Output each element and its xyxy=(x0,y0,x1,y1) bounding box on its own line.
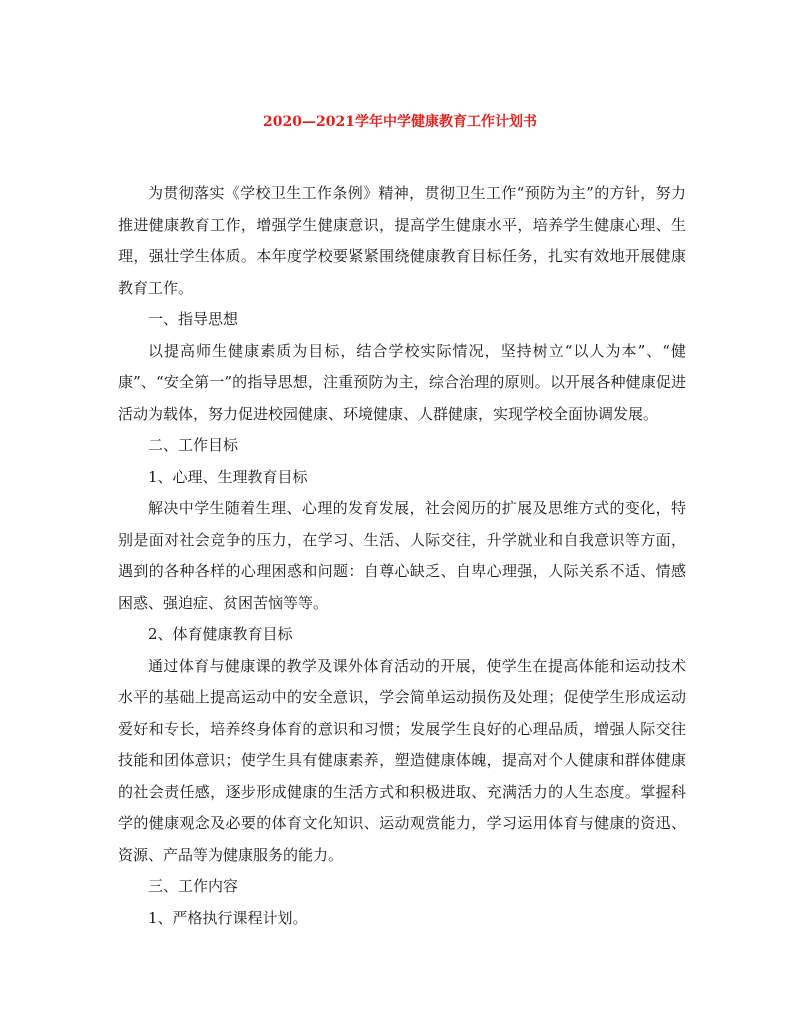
subheading-pe-health-goals: 2、体育健康教育目标 xyxy=(148,625,293,643)
section-heading-work-goals: 二、工作目标 xyxy=(148,436,239,454)
section-heading-guiding-thought: 一、指导思想 xyxy=(148,310,239,328)
document-title: 2020—2021学年中学健康教育工作计划书 xyxy=(263,114,537,130)
subheading-psychological-goals: 1、心理、生理教育目标 xyxy=(148,467,308,486)
document-body xyxy=(118,178,686,934)
psychological-goals-paragraph: 解决中学生随着生理、心理的发育发展，社会阅历的扩展及思维方式的变化，特别是面对社会竞争的压力，在学习、生活、人际交往，升学就业和自我意识等方面，遇到的各种各样的心理困惑和问题：自尊心缺乏、自卑心理强，人际关系不适、情感困惑、强迫症、贫困苦恼等等。 xyxy=(118,499,686,612)
guiding-thought-paragraph: 以提高师生健康素质为目标，结合学校实际情况，坚持树立“以人为本”、“健康”、“安全第一”的指导思想，注重预防为主，综合治理的原则。以开展各种健康促进活动为载体，努力促进校园健康、环境健康、人群健康，实现学校全面协调发展。 xyxy=(118,341,686,423)
section-heading-work-content: 三、工作内容 xyxy=(148,877,239,895)
intro-paragraph: 为贯彻落实《学校卫生工作条例》精神，贯彻卫生工作“预防为主”的方针，努力推进健康教育工作，增强学生健康意识，提高学生健康水平，培养学生健康心理、生理，强壮学生体质。本年度学校要紧紧围绕健康教育目标任务，扎实有效地开展健康教育工作。 xyxy=(118,184,686,297)
subheading-curriculum-plan: 1、严格执行课程计划。 xyxy=(148,908,308,927)
pe-health-goals-paragraph: 通过体育与健康课的教学及课外体育活动的开展，使学生在提高体能和运动技术水平的基础上提高运动中的安全意识，学会简单运动损伤及处理；促使学生形成运动爱好和专长，培养终身体育的意识和习惯；发展学生良好的心理品质，增强人际交往技能和团体意识；使学生具有健康素养，塑造健康体魄，提高对个人健康和群体健康的社会责任感，逐步形成健康的生活方式和积极进取、充满活力的人生态度。掌握科学的健康观念及必要的体育文化知识、运动观赏能力，学习运用体育与健康的资迅、资源、产品等为健康服务的能力。 xyxy=(118,656,686,864)
